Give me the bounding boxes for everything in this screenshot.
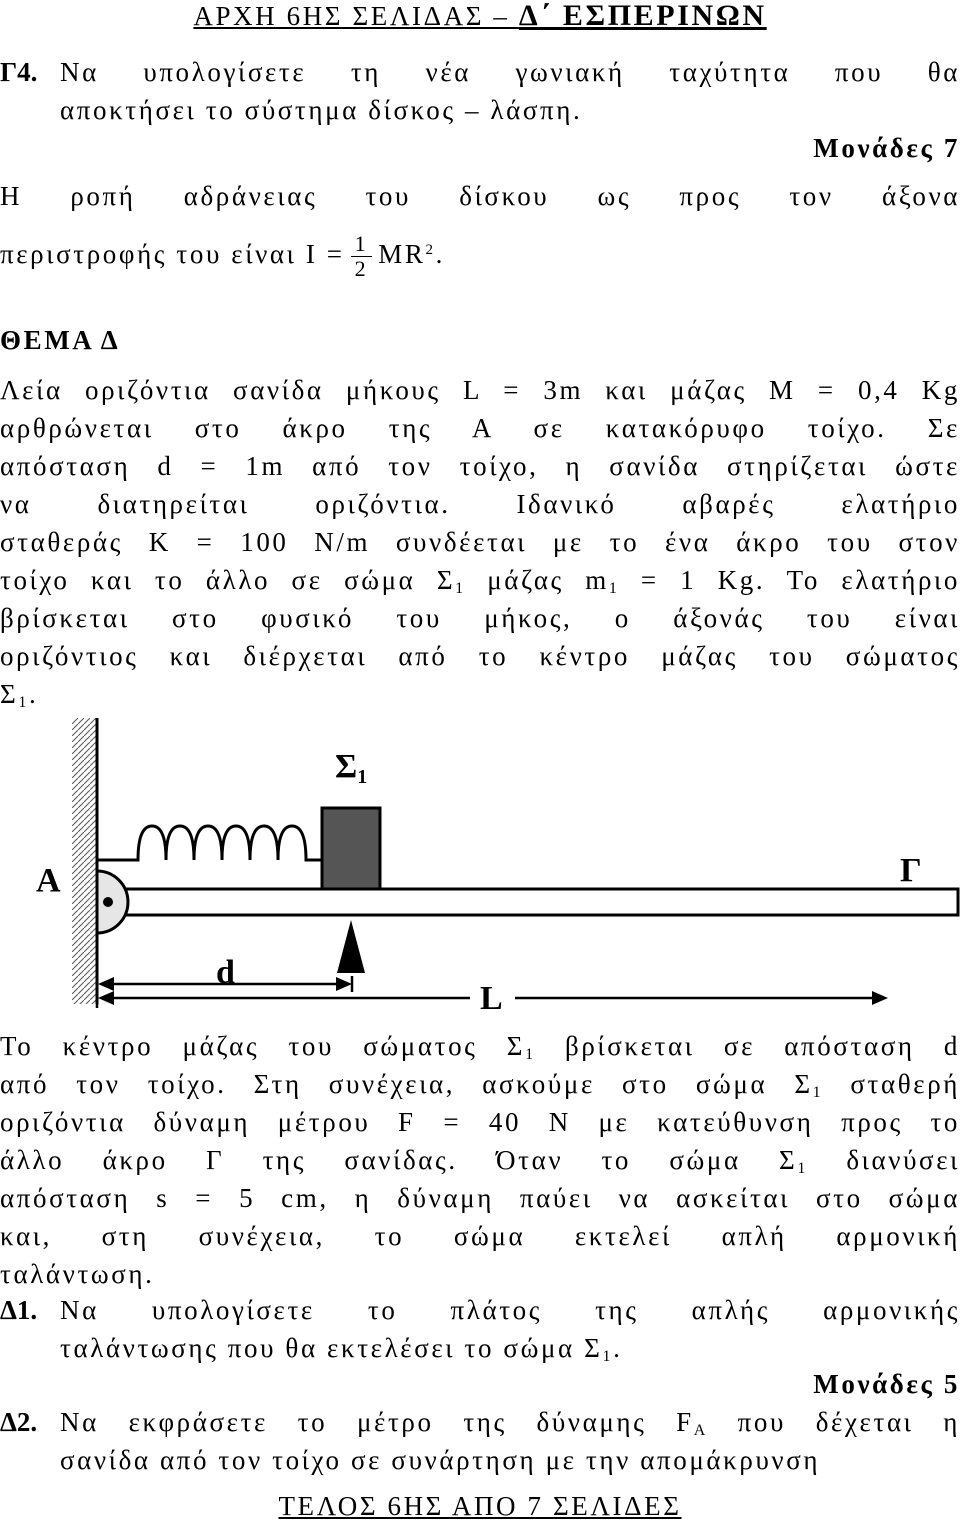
plank (110, 889, 958, 915)
d2-line-1-b: που δέχεται η (707, 1407, 960, 1437)
d2-label: Δ2. (0, 1407, 38, 1437)
g4-points: Μονάδες 7 (813, 133, 960, 163)
after-line-5: απόσταση s = 5 cm, η δύναμη παύει να ασκείται στο σώμα (0, 1183, 960, 1213)
theme-title: ΘΕΜΑ Δ (0, 325, 121, 355)
after-line-4-b: διανύσει (807, 1145, 960, 1175)
intro-line-6-sub-2: 1 (608, 580, 620, 597)
after-line-4 (0, 1144, 960, 1176)
block-sigma1 (322, 808, 380, 889)
after-line-1-b: βρίσκεται σε απόσταση d (535, 1031, 960, 1061)
page-header (0, 0, 960, 32)
header-bold-text: Δ΄ ΕΣΠΕΡΙΝΩΝ (518, 0, 767, 32)
inertia-end: . (435, 239, 445, 269)
after-line-1 (0, 1030, 960, 1062)
after-line-4-sub: 1 (797, 1160, 808, 1177)
d2-line-2: σανίδα από τον τοίχο σε συνάρτηση με την απομάκρυνση (60, 1445, 821, 1475)
g4-line-1: Να υπολογίσετε τη νέα γωνιακή ταχύτητα που θα (60, 57, 960, 87)
intro-line-6-c: = 1 Kg. Το ελατήριο (619, 565, 960, 595)
after-line-2-sub: 1 (812, 1084, 824, 1101)
d1-label: Δ1. (0, 1295, 38, 1325)
after-line-6: και, στη συνέχεια, το σώμα εκτελεί απλή αρμονική (0, 1221, 960, 1251)
label-l: L (480, 980, 503, 1017)
label-d: d (216, 954, 235, 991)
after-line-4-a: άλλο άκρο Γ της σανίδας. Όταν το σώμα Σ (0, 1145, 798, 1175)
intro-line-9 (0, 678, 960, 710)
spring (97, 826, 322, 860)
after-line-1-a: Το κέντρο μάζας του σώματος Σ (0, 1031, 526, 1061)
wall-hatching (72, 718, 96, 1004)
label-sigma-text: Σ (335, 748, 358, 785)
fraction-numerator: 1 (351, 232, 373, 257)
d-arrowhead-left (98, 977, 114, 991)
intro-line-6-sub-1: 1 (455, 580, 466, 597)
intro-line-5: σταθεράς Κ = 100 N/m συνδέεται με το ένα άκρο του στον (0, 527, 960, 557)
d1-points: Μονάδες 5 (813, 1369, 960, 1399)
label-a: Α (36, 862, 61, 899)
support-triangle (337, 920, 365, 973)
intro-line-7: βρίσκεται στο φυσικό του μήκος, ο άξονάς του είναι (0, 603, 960, 633)
fraction-denominator: 2 (354, 256, 369, 281)
intro-line-4: να διατηρείται οριζόντια. Ιδανικό αβαρές ελατήριο (0, 489, 960, 519)
after-line-2-b: σταθερή (823, 1069, 960, 1099)
d-arrowhead-right (336, 977, 352, 991)
l-arrowhead-left (98, 991, 114, 1005)
g4-line-2: αποκτήσει το σύστημα δίσκος – λάσπη. (60, 95, 583, 125)
inertia-line-2 (0, 232, 960, 281)
inertia-line-1: Η ροπή αδράνειας του δίσκου ως προς τον άξονα (0, 181, 960, 211)
label-g: Γ (900, 852, 922, 889)
intro-line-9-b: . (28, 679, 39, 709)
inertia-fraction (351, 232, 373, 281)
after-line-2-a: από τον τοίχο. Στη συνέχεια, ασκούμε στο σώμα Σ (0, 1069, 813, 1099)
d2-line-1-sub: Α (693, 1422, 708, 1439)
intro-line-8: οριζόντιος και διέρχεται από το κέντρο μάζας του σώματος (0, 641, 960, 671)
d2-line-1 (60, 1406, 960, 1438)
d1-line-1: Να υπολογίσετε το πλάτος της απλής αρμονικής (60, 1295, 960, 1325)
after-line-7: ταλάντωση. (0, 1259, 155, 1289)
d1-line-2-b: . (613, 1333, 623, 1363)
d1-line-2-a: ταλάντωσης που θα εκτελέσει το σώμα Σ (60, 1333, 603, 1363)
intro-line-2: αρθρώνεται στο άκρο της Α σε κατακόρυφο τοίχο. Σε (0, 413, 960, 443)
inertia-formula: MR (378, 239, 426, 269)
intro-line-1: Λεία οριζόντια σανίδα μήκους L = 3m και μάζας Μ = 0,4 Kg (0, 375, 960, 405)
after-line-1-sub: 1 (525, 1046, 536, 1063)
g4-label: Γ4. (0, 57, 38, 87)
diagram (0, 718, 960, 1030)
page-footer: ΤΕΛΟΣ 6ΗΣ ΑΠΟ 7 ΣΕΛΙΔΕΣ (278, 1491, 682, 1521)
inertia-exponent: 2 (425, 242, 436, 258)
l-arrowhead-right (872, 991, 888, 1005)
intro-line-6-a: τοίχο και το άλλο σε σώμα Σ (0, 565, 456, 595)
d1-line-2-sub: 1 (602, 1348, 614, 1365)
intro-line-6-b: μάζας m (465, 565, 609, 595)
d1-line-2 (60, 1332, 960, 1364)
label-sigma-sub: 1 (357, 766, 368, 788)
after-line-3: οριζόντια δύναμη μέτρου F = 40 N με κατεύθυνση προς το (0, 1107, 960, 1137)
intro-line-9-a: Σ (0, 679, 19, 709)
label-sigma1 (335, 748, 367, 786)
intro-line-3: απόσταση d = 1m από τον τοίχο, η σανίδα στηρίζεται ώστε (0, 451, 960, 481)
hinge-pin (103, 897, 113, 907)
d2-line-1-a: Να εκφράσετε το μέτρο της δύναμης F (60, 1407, 694, 1437)
header-text: ΑΡΧΗ 6ΗΣ ΣΕΛΙΔΑΣ – (193, 1, 519, 31)
intro-line-6 (0, 564, 960, 596)
inertia-prefix: περιστροφής του είναι Ι = (0, 239, 345, 269)
intro-line-9-sub: 1 (18, 694, 29, 711)
after-line-2 (0, 1068, 960, 1100)
